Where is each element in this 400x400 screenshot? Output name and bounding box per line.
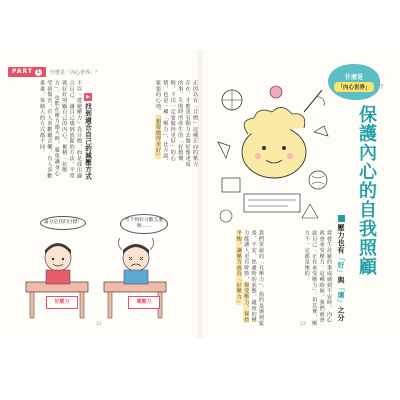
- heading-marker-icon: [338, 215, 345, 222]
- right-heading-part-b: 之分: [337, 306, 345, 322]
- left-body-text-a: [100, 80, 198, 170]
- stress-cartoon: [8, 210, 192, 328]
- right-heading-bad: 「壞」: [337, 284, 345, 307]
- bad-stress-speech-bubble: 考不到好分數怎麼辦……: [120, 214, 168, 234]
- right-body-text-a: 當發生討厭的事或感到不安時，內心就會承受壓力。這種時候，我們就會說自己「正在承受壓力」。但其實，壓力不一定都是壞的。: [303, 230, 332, 326]
- chapter-bubble-question: ？: [379, 84, 386, 91]
- right-section-heading: [336, 215, 346, 322]
- good-stress-speech-bubble: 滿分是我的目標！: [40, 216, 86, 230]
- right-body-text-b: [216, 230, 264, 326]
- chapter-bubble: [328, 64, 386, 100]
- right-heading-part-a: 壓力也有: [337, 224, 345, 254]
- left-page-number: 22: [96, 322, 102, 327]
- bad-stress-label: 壞壓力: [128, 296, 160, 309]
- main-title: 保護內心的自我照顧: [356, 105, 377, 276]
- right-page-number: 23: [300, 322, 306, 327]
- chapter-bubble-line1: 什麼是: [344, 74, 363, 81]
- inner-world-doodle: [214, 82, 334, 230]
- left-body-a-text: 正因為有「目標」這種正向的壓力存在，才能更有動力去做好想達成的事。失敗時所產生的「好想懊悔、下次一定要做得更好」的心情，也是一種「壓力」，比方說，緊張的心情、: [154, 80, 198, 167]
- part-header: [0, 66, 100, 78]
- good-stress-label: 好壓力: [46, 296, 78, 309]
- right-heading-good: 「好」: [337, 254, 345, 277]
- left-section-heading-text: 找到適合自己的減壓方式: [84, 103, 92, 180]
- part-label: PART 1: [8, 67, 46, 77]
- left-section-heading: [84, 93, 93, 183]
- left-body-text-b: 不以「逃避壓力」為目標，而是找出適合自己、讓自己感到放鬆的方法，平常就好好照顧自己的內心，累積「抗壓力」。也能在壓力過大時，避免讓身心受到傷害。有人喜歡聽音樂，有人喜歡畫畫，每個人的方式都不同。: [38, 80, 82, 179]
- heading-marker-icon: ▶: [85, 93, 91, 101]
- right-body-b-text: 我們常說的「有壓力」，指的是感到緊張、不安、焦慮時的狀態。適度的壓力能讓人更有幹勁，: [243, 230, 264, 326]
- right-heading-and: 與: [337, 276, 345, 284]
- part-number: 1: [36, 69, 41, 75]
- left-body-a-highlight: 「想要做得更好」: [154, 114, 161, 159]
- page-gutter: [198, 50, 202, 338]
- right-body-b-highlight: 接受壓力、保持平衡，讓壓力成為「好壓力」: [235, 230, 250, 323]
- chapter-bubble-line2: 「內心世界」: [334, 82, 374, 92]
- part-subtitle: 什麼是「內心世界」？: [49, 69, 100, 76]
